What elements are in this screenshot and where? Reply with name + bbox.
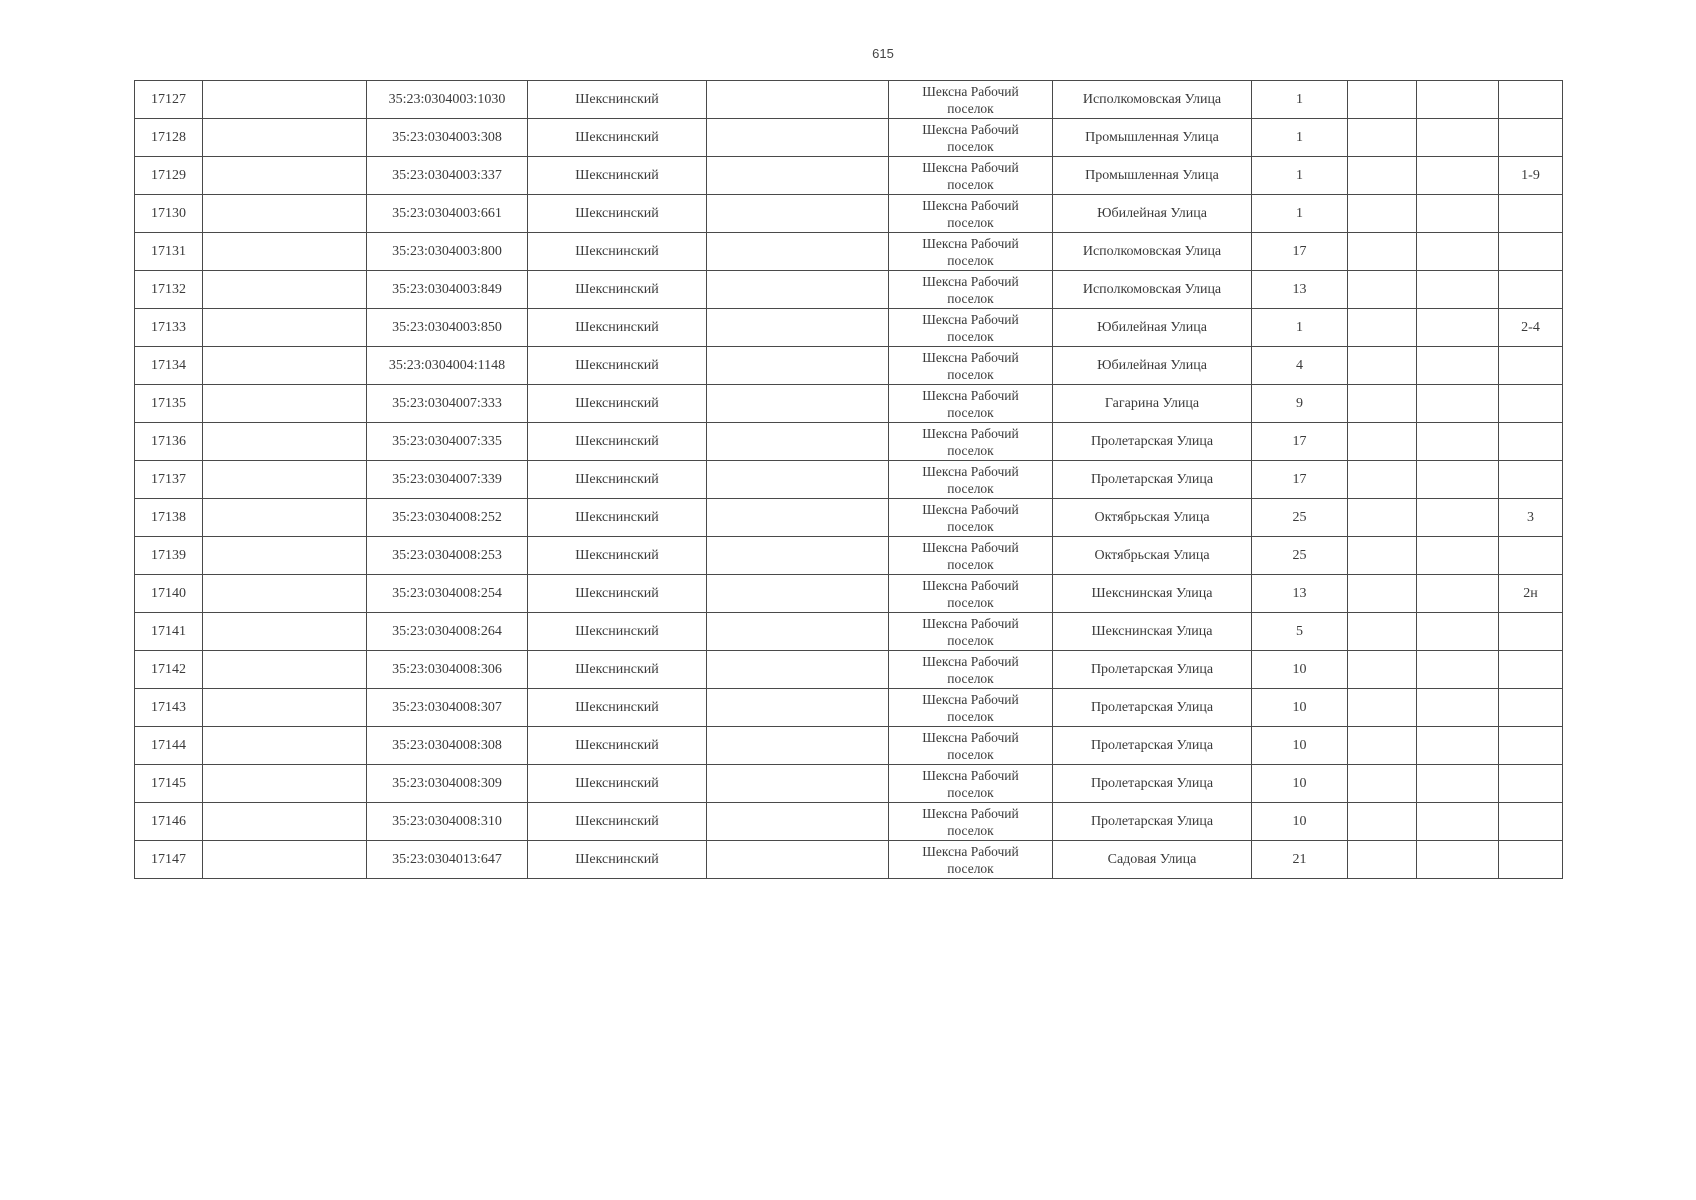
- empty-cell: [1348, 233, 1417, 271]
- street-cell: Пролетарская Улица: [1053, 727, 1252, 765]
- street-cell: Шекснинская Улица: [1053, 613, 1252, 651]
- table-row: [135, 347, 1563, 385]
- cadastral-number-cell: 35:23:0304008:306: [367, 651, 528, 689]
- empty-cell: [1417, 727, 1499, 765]
- cadastral-number-cell: 35:23:0304003:849: [367, 271, 528, 309]
- empty-cell: [203, 689, 367, 727]
- cadastral-number-cell: 35:23:0304008:309: [367, 765, 528, 803]
- cadastral-number-cell: 35:23:0304013:647: [367, 841, 528, 879]
- locality-cell: [889, 347, 1053, 385]
- empty-cell: [203, 803, 367, 841]
- locality-cell: [889, 195, 1053, 233]
- street-cell: Пролетарская Улица: [1053, 765, 1252, 803]
- empty-cell: [1417, 309, 1499, 347]
- empty-cell: [203, 271, 367, 309]
- empty-cell: [1348, 765, 1417, 803]
- table-row: [135, 765, 1563, 803]
- locality-line-1: Шексна Рабочий: [922, 312, 1019, 327]
- locality-cell: [889, 575, 1053, 613]
- house-number-cell: 17: [1252, 423, 1348, 461]
- district-cell: Шекснинский: [528, 499, 707, 537]
- record-number-cell: 17143: [135, 689, 203, 727]
- empty-cell: [707, 309, 889, 347]
- table-row: [135, 537, 1563, 575]
- street-cell: Октябрьская Улица: [1053, 499, 1252, 537]
- table-row: [135, 499, 1563, 537]
- cadastral-number-cell: 35:23:0304008:254: [367, 575, 528, 613]
- empty-cell: [707, 499, 889, 537]
- locality-line-1: Шексна Рабочий: [922, 160, 1019, 175]
- locality-line-2: поселок: [947, 785, 994, 800]
- street-cell: Исполкомовская Улица: [1053, 81, 1252, 119]
- empty-cell: [707, 727, 889, 765]
- empty-cell: [707, 841, 889, 879]
- apartment-cell: 1-9: [1499, 157, 1563, 195]
- empty-cell: [203, 461, 367, 499]
- cadastral-number-cell: 35:23:0304008:308: [367, 727, 528, 765]
- apartment-cell: [1499, 461, 1563, 499]
- apartment-cell: [1499, 119, 1563, 157]
- street-cell: Юбилейная Улица: [1053, 309, 1252, 347]
- record-number-cell: 17130: [135, 195, 203, 233]
- empty-cell: [1417, 81, 1499, 119]
- empty-cell: [203, 499, 367, 537]
- locality-line-2: поселок: [947, 823, 994, 838]
- empty-cell: [1348, 385, 1417, 423]
- empty-cell: [707, 575, 889, 613]
- apartment-cell: [1499, 651, 1563, 689]
- empty-cell: [1348, 271, 1417, 309]
- street-cell: Пролетарская Улица: [1053, 651, 1252, 689]
- empty-cell: [203, 119, 367, 157]
- empty-cell: [1348, 157, 1417, 195]
- empty-cell: [1417, 157, 1499, 195]
- house-number-cell: 5: [1252, 613, 1348, 651]
- record-number-cell: 17139: [135, 537, 203, 575]
- house-number-cell: 10: [1252, 689, 1348, 727]
- house-number-cell: 10: [1252, 651, 1348, 689]
- empty-cell: [1348, 423, 1417, 461]
- house-number-cell: 25: [1252, 537, 1348, 575]
- table-row: [135, 461, 1563, 499]
- house-number-cell: 25: [1252, 499, 1348, 537]
- table-row: [135, 157, 1563, 195]
- locality-cell: [889, 765, 1053, 803]
- table-row: [135, 385, 1563, 423]
- cadastral-number-cell: 35:23:0304008:310: [367, 803, 528, 841]
- house-number-cell: 13: [1252, 575, 1348, 613]
- record-number-cell: 17144: [135, 727, 203, 765]
- empty-cell: [1417, 841, 1499, 879]
- apartment-cell: [1499, 385, 1563, 423]
- street-cell: Гагарина Улица: [1053, 385, 1252, 423]
- record-number-cell: 17147: [135, 841, 203, 879]
- street-cell: Исполкомовская Улица: [1053, 271, 1252, 309]
- locality-line-1: Шексна Рабочий: [922, 730, 1019, 745]
- house-number-cell: 17: [1252, 233, 1348, 271]
- locality-line-2: поселок: [947, 595, 994, 610]
- district-cell: Шекснинский: [528, 765, 707, 803]
- empty-cell: [203, 651, 367, 689]
- record-number-cell: 17145: [135, 765, 203, 803]
- empty-cell: [1348, 689, 1417, 727]
- locality-line-2: поселок: [947, 215, 994, 230]
- empty-cell: [1417, 347, 1499, 385]
- street-cell: Пролетарская Улица: [1053, 423, 1252, 461]
- locality-line-1: Шексна Рабочий: [922, 84, 1019, 99]
- district-cell: Шекснинский: [528, 385, 707, 423]
- apartment-cell: [1499, 537, 1563, 575]
- apartment-cell: 3: [1499, 499, 1563, 537]
- locality-line-1: Шексна Рабочий: [922, 692, 1019, 707]
- locality-line-2: поселок: [947, 329, 994, 344]
- empty-cell: [1417, 575, 1499, 613]
- house-number-cell: 10: [1252, 765, 1348, 803]
- record-number-cell: 17137: [135, 461, 203, 499]
- empty-cell: [1417, 689, 1499, 727]
- locality-line-1: Шексна Рабочий: [922, 540, 1019, 555]
- empty-cell: [1348, 195, 1417, 233]
- record-number-cell: 17128: [135, 119, 203, 157]
- locality-line-2: поселок: [947, 747, 994, 762]
- locality-line-1: Шексна Рабочий: [922, 616, 1019, 631]
- empty-cell: [203, 841, 367, 879]
- empty-cell: [203, 537, 367, 575]
- registry-table: [134, 80, 1563, 879]
- record-number-cell: 17133: [135, 309, 203, 347]
- district-cell: Шекснинский: [528, 651, 707, 689]
- locality-line-1: Шексна Рабочий: [922, 578, 1019, 593]
- empty-cell: [203, 347, 367, 385]
- locality-line-1: Шексна Рабочий: [922, 236, 1019, 251]
- table-row: [135, 271, 1563, 309]
- locality-cell: [889, 271, 1053, 309]
- locality-cell: [889, 841, 1053, 879]
- apartment-cell: [1499, 81, 1563, 119]
- locality-cell: [889, 423, 1053, 461]
- locality-line-2: поселок: [947, 519, 994, 534]
- district-cell: Шекснинский: [528, 195, 707, 233]
- cadastral-number-cell: 35:23:0304007:333: [367, 385, 528, 423]
- empty-cell: [1348, 309, 1417, 347]
- locality-cell: [889, 689, 1053, 727]
- district-cell: Шекснинский: [528, 613, 707, 651]
- house-number-cell: 10: [1252, 727, 1348, 765]
- empty-cell: [1348, 537, 1417, 575]
- house-number-cell: 13: [1252, 271, 1348, 309]
- locality-line-1: Шексна Рабочий: [922, 502, 1019, 517]
- table-row: [135, 803, 1563, 841]
- locality-line-2: поселок: [947, 367, 994, 382]
- apartment-cell: [1499, 803, 1563, 841]
- district-cell: Шекснинский: [528, 271, 707, 309]
- empty-cell: [203, 309, 367, 347]
- locality-line-2: поселок: [947, 139, 994, 154]
- record-number-cell: 17140: [135, 575, 203, 613]
- district-cell: Шекснинский: [528, 803, 707, 841]
- house-number-cell: 1: [1252, 157, 1348, 195]
- locality-line-2: поселок: [947, 443, 994, 458]
- empty-cell: [1348, 119, 1417, 157]
- street-cell: Пролетарская Улица: [1053, 803, 1252, 841]
- empty-cell: [1417, 537, 1499, 575]
- district-cell: Шекснинский: [528, 727, 707, 765]
- locality-line-1: Шексна Рабочий: [922, 806, 1019, 821]
- apartment-cell: [1499, 727, 1563, 765]
- street-cell: Промышленная Улица: [1053, 157, 1252, 195]
- registry-table-body: [135, 81, 1563, 879]
- empty-cell: [1348, 347, 1417, 385]
- locality-line-2: поселок: [947, 861, 994, 876]
- page-number: 615: [872, 46, 894, 61]
- empty-cell: [1417, 119, 1499, 157]
- record-number-cell: 17134: [135, 347, 203, 385]
- street-cell: Октябрьская Улица: [1053, 537, 1252, 575]
- locality-line-2: поселок: [947, 177, 994, 192]
- empty-cell: [1417, 423, 1499, 461]
- locality-line-2: поселок: [947, 101, 994, 116]
- empty-cell: [707, 157, 889, 195]
- empty-cell: [1417, 803, 1499, 841]
- table-row: [135, 233, 1563, 271]
- record-number-cell: 17136: [135, 423, 203, 461]
- locality-cell: [889, 461, 1053, 499]
- table-row: [135, 651, 1563, 689]
- empty-cell: [1348, 727, 1417, 765]
- house-number-cell: 10: [1252, 803, 1348, 841]
- street-cell: Садовая Улица: [1053, 841, 1252, 879]
- record-number-cell: 17129: [135, 157, 203, 195]
- district-cell: Шекснинский: [528, 347, 707, 385]
- locality-line-1: Шексна Рабочий: [922, 768, 1019, 783]
- empty-cell: [203, 613, 367, 651]
- record-number-cell: 17142: [135, 651, 203, 689]
- record-number-cell: 17141: [135, 613, 203, 651]
- district-cell: Шекснинский: [528, 309, 707, 347]
- apartment-cell: 2-4: [1499, 309, 1563, 347]
- empty-cell: [1348, 613, 1417, 651]
- locality-cell: [889, 651, 1053, 689]
- empty-cell: [1348, 575, 1417, 613]
- locality-line-2: поселок: [947, 671, 994, 686]
- empty-cell: [707, 689, 889, 727]
- empty-cell: [203, 233, 367, 271]
- house-number-cell: 17: [1252, 461, 1348, 499]
- apartment-cell: [1499, 271, 1563, 309]
- empty-cell: [203, 765, 367, 803]
- empty-cell: [707, 271, 889, 309]
- cadastral-number-cell: 35:23:0304008:253: [367, 537, 528, 575]
- empty-cell: [1417, 499, 1499, 537]
- empty-cell: [203, 81, 367, 119]
- apartment-cell: [1499, 689, 1563, 727]
- locality-line-1: Шексна Рабочий: [922, 198, 1019, 213]
- empty-cell: [1417, 385, 1499, 423]
- house-number-cell: 1: [1252, 195, 1348, 233]
- table-row: [135, 575, 1563, 613]
- district-cell: Шекснинский: [528, 461, 707, 499]
- cadastral-number-cell: 35:23:0304003:850: [367, 309, 528, 347]
- empty-cell: [1348, 803, 1417, 841]
- apartment-cell: [1499, 347, 1563, 385]
- cadastral-number-cell: 35:23:0304004:1148: [367, 347, 528, 385]
- street-cell: Пролетарская Улица: [1053, 689, 1252, 727]
- empty-cell: [707, 803, 889, 841]
- locality-line-1: Шексна Рабочий: [922, 274, 1019, 289]
- cadastral-number-cell: 35:23:0304003:308: [367, 119, 528, 157]
- empty-cell: [707, 233, 889, 271]
- street-cell: Юбилейная Улица: [1053, 195, 1252, 233]
- house-number-cell: 21: [1252, 841, 1348, 879]
- locality-cell: [889, 233, 1053, 271]
- cadastral-number-cell: 35:23:0304003:1030: [367, 81, 528, 119]
- apartment-cell: 2н: [1499, 575, 1563, 613]
- apartment-cell: [1499, 233, 1563, 271]
- apartment-cell: [1499, 423, 1563, 461]
- district-cell: Шекснинский: [528, 81, 707, 119]
- empty-cell: [1348, 81, 1417, 119]
- house-number-cell: 4: [1252, 347, 1348, 385]
- cadastral-number-cell: 35:23:0304008:252: [367, 499, 528, 537]
- house-number-cell: 1: [1252, 309, 1348, 347]
- locality-line-2: поселок: [947, 709, 994, 724]
- locality-line-1: Шексна Рабочий: [922, 844, 1019, 859]
- street-cell: Юбилейная Улица: [1053, 347, 1252, 385]
- street-cell: Промышленная Улица: [1053, 119, 1252, 157]
- table-row: [135, 613, 1563, 651]
- record-number-cell: 17127: [135, 81, 203, 119]
- locality-cell: [889, 385, 1053, 423]
- empty-cell: [1417, 765, 1499, 803]
- empty-cell: [203, 195, 367, 233]
- district-cell: Шекснинский: [528, 119, 707, 157]
- cadastral-number-cell: 35:23:0304003:661: [367, 195, 528, 233]
- cadastral-number-cell: 35:23:0304008:307: [367, 689, 528, 727]
- table-row: [135, 81, 1563, 119]
- record-number-cell: 17132: [135, 271, 203, 309]
- locality-cell: [889, 613, 1053, 651]
- empty-cell: [707, 81, 889, 119]
- district-cell: Шекснинский: [528, 233, 707, 271]
- empty-cell: [203, 157, 367, 195]
- empty-cell: [707, 537, 889, 575]
- empty-cell: [707, 613, 889, 651]
- district-cell: Шекснинский: [528, 157, 707, 195]
- locality-cell: [889, 803, 1053, 841]
- locality-cell: [889, 727, 1053, 765]
- table-row: [135, 119, 1563, 157]
- record-number-cell: 17131: [135, 233, 203, 271]
- empty-cell: [1348, 841, 1417, 879]
- apartment-cell: [1499, 613, 1563, 651]
- table-row: [135, 727, 1563, 765]
- locality-line-1: Шексна Рабочий: [922, 464, 1019, 479]
- locality-line-1: Шексна Рабочий: [922, 426, 1019, 441]
- locality-cell: [889, 157, 1053, 195]
- locality-cell: [889, 309, 1053, 347]
- empty-cell: [1417, 233, 1499, 271]
- street-cell: Шекснинская Улица: [1053, 575, 1252, 613]
- record-number-cell: 17138: [135, 499, 203, 537]
- cadastral-number-cell: 35:23:0304003:800: [367, 233, 528, 271]
- empty-cell: [1348, 461, 1417, 499]
- empty-cell: [707, 423, 889, 461]
- apartment-cell: [1499, 195, 1563, 233]
- locality-line-2: поселок: [947, 405, 994, 420]
- empty-cell: [1348, 651, 1417, 689]
- locality-cell: [889, 119, 1053, 157]
- locality-line-1: Шексна Рабочий: [922, 654, 1019, 669]
- house-number-cell: 9: [1252, 385, 1348, 423]
- empty-cell: [707, 765, 889, 803]
- empty-cell: [1417, 651, 1499, 689]
- cadastral-number-cell: 35:23:0304003:337: [367, 157, 528, 195]
- district-cell: Шекснинский: [528, 537, 707, 575]
- empty-cell: [707, 651, 889, 689]
- locality-line-1: Шексна Рабочий: [922, 388, 1019, 403]
- cadastral-number-cell: 35:23:0304008:264: [367, 613, 528, 651]
- empty-cell: [1348, 499, 1417, 537]
- record-number-cell: 17146: [135, 803, 203, 841]
- apartment-cell: [1499, 765, 1563, 803]
- apartment-cell: [1499, 841, 1563, 879]
- street-cell: Исполкомовская Улица: [1053, 233, 1252, 271]
- locality-line-2: поселок: [947, 633, 994, 648]
- cadastral-number-cell: 35:23:0304007:339: [367, 461, 528, 499]
- street-cell: Пролетарская Улица: [1053, 461, 1252, 499]
- house-number-cell: 1: [1252, 81, 1348, 119]
- district-cell: Шекснинский: [528, 575, 707, 613]
- table-row: [135, 841, 1563, 879]
- locality-line-2: поселок: [947, 253, 994, 268]
- empty-cell: [707, 461, 889, 499]
- cadastral-number-cell: 35:23:0304007:335: [367, 423, 528, 461]
- district-cell: Шекснинский: [528, 841, 707, 879]
- locality-cell: [889, 81, 1053, 119]
- locality-cell: [889, 499, 1053, 537]
- locality-line-2: поселок: [947, 291, 994, 306]
- district-cell: Шекснинский: [528, 689, 707, 727]
- locality-line-1: Шексна Рабочий: [922, 122, 1019, 137]
- empty-cell: [203, 575, 367, 613]
- empty-cell: [707, 385, 889, 423]
- empty-cell: [707, 195, 889, 233]
- empty-cell: [1417, 195, 1499, 233]
- record-number-cell: 17135: [135, 385, 203, 423]
- district-cell: Шекснинский: [528, 423, 707, 461]
- locality-line-1: Шексна Рабочий: [922, 350, 1019, 365]
- table-row: [135, 309, 1563, 347]
- table-row: [135, 423, 1563, 461]
- empty-cell: [707, 119, 889, 157]
- empty-cell: [1417, 461, 1499, 499]
- empty-cell: [1417, 271, 1499, 309]
- locality-cell: [889, 537, 1053, 575]
- table-row: [135, 689, 1563, 727]
- table-row: [135, 195, 1563, 233]
- house-number-cell: 1: [1252, 119, 1348, 157]
- locality-line-2: поселок: [947, 481, 994, 496]
- empty-cell: [1417, 613, 1499, 651]
- empty-cell: [203, 423, 367, 461]
- empty-cell: [203, 727, 367, 765]
- locality-line-2: поселок: [947, 557, 994, 572]
- empty-cell: [707, 347, 889, 385]
- empty-cell: [203, 385, 367, 423]
